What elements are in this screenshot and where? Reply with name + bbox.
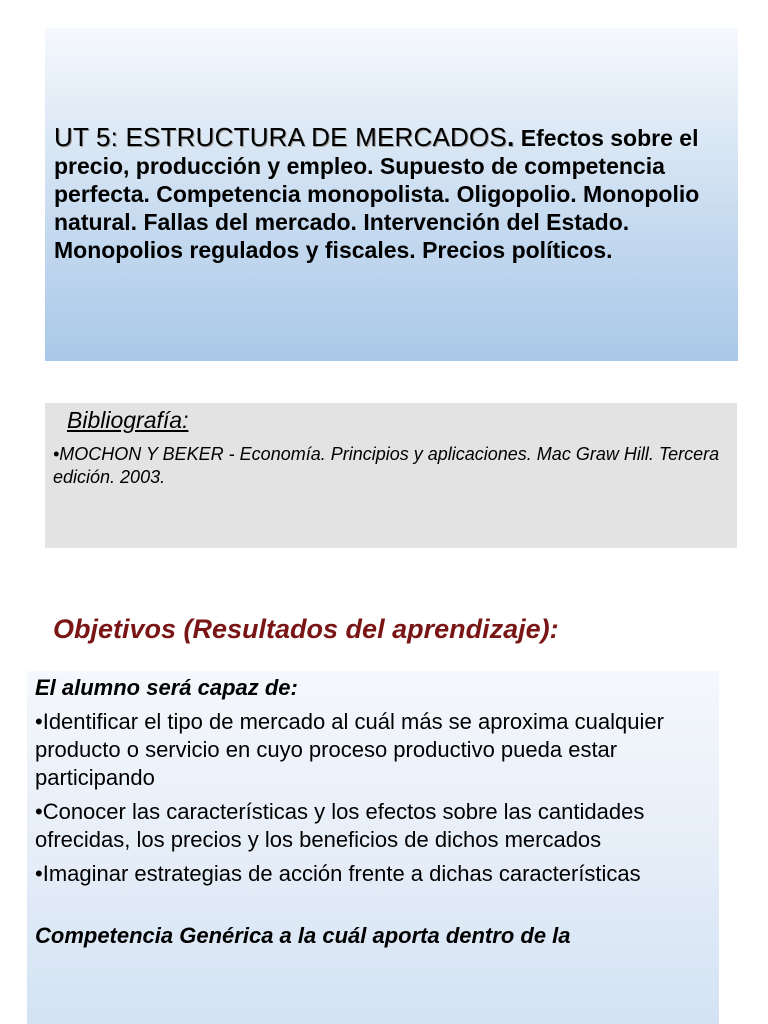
bibliography-heading: Bibliografía: [67, 407, 189, 433]
unit-title-text: UT 5: ESTRUCTURA DE MERCADOS [54, 122, 507, 152]
unit-title [54, 122, 514, 152]
competence-heading: Competencia Genérica a la cuál aporta dentro de la [35, 923, 571, 948]
objective-item: •Conocer las características y los efectos sobre las cantidades ofrecidas, los precios y los beneficios de dichos mercados [35, 799, 645, 852]
bibliography-box [45, 403, 737, 548]
unit-title-box [45, 28, 738, 361]
objectives-list [35, 708, 711, 888]
objectives-box [27, 671, 719, 1024]
bibliography-entry: •MOCHON Y BEKER - Economía. Principios y aplicaciones. Mac Graw Hill. Tercera edición. 2003. [53, 444, 720, 487]
objective-item: •Identificar el tipo de mercado al cuál más se aproxima cualquier producto o servicio en cuyo proceso productivo pueda estar participando [35, 709, 664, 790]
objectives-heading: Objetivos (Resultados del aprendizaje): [53, 614, 559, 644]
objectives-intro: El alumno será capaz de: [35, 675, 298, 700]
unit-title-period: . [506, 122, 515, 152]
objective-item: •Imaginar estrategias de acción frente a dichas características [35, 861, 641, 886]
objectives-spacer [35, 894, 711, 922]
unit-title-paragraph [54, 123, 728, 264]
unit-topics: Efectos sobre el precio, producción y empleo. Supuesto de competencia perfecta. Competencia monopolista. Oligopolio. Monopolio natural. Fallas del mercado. Intervención del Estado. Monopolios regulados y fiscales. Precios políticos. [54, 125, 700, 263]
